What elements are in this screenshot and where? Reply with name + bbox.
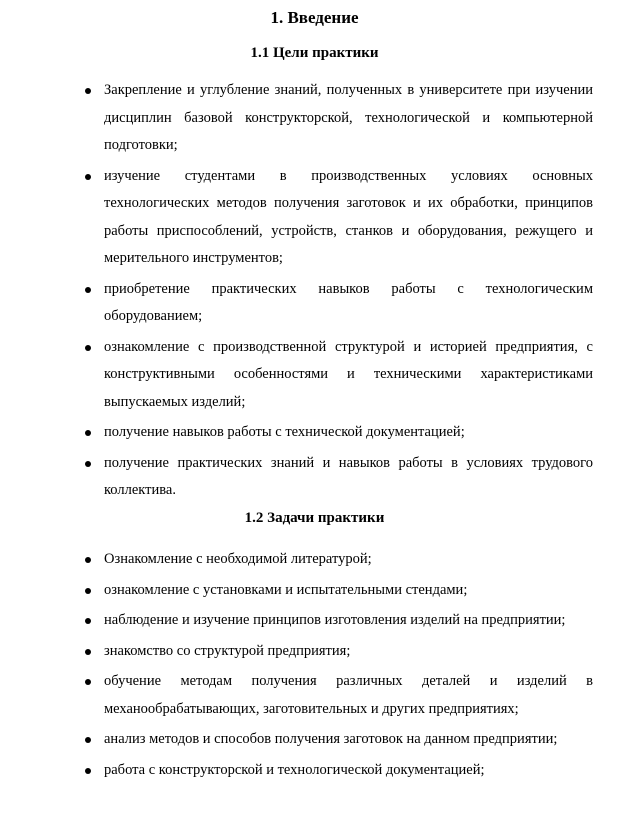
bullet-icon bbox=[85, 430, 91, 436]
task-item bbox=[104, 607, 593, 635]
bullet-icon bbox=[85, 588, 91, 594]
task-item-text: обучение методам получения различных деталей и изделий в механообрабатывающих, заготовительных и других предприятиях; bbox=[104, 673, 593, 717]
task-item bbox=[104, 546, 593, 574]
tasks-list bbox=[0, 546, 629, 787]
goal-item bbox=[104, 77, 593, 160]
goal-item bbox=[104, 419, 593, 447]
tasks-title: 1.2 Задачи практики bbox=[244, 510, 385, 526]
goals-list bbox=[0, 77, 629, 508]
task-item bbox=[104, 577, 593, 605]
bullet-icon bbox=[85, 174, 91, 180]
bullet-icon bbox=[85, 88, 91, 94]
goal-item-text: приобретение практических навыков работы с технологическим оборудованием; bbox=[104, 280, 593, 324]
goal-item bbox=[104, 450, 593, 505]
task-item-text: Ознакомление с необходимой литературой; bbox=[104, 551, 372, 567]
bullet-icon bbox=[85, 287, 91, 293]
task-item-text: работа с конструкторской и технологической документацией; bbox=[104, 761, 485, 778]
task-item-text: ознакомление с установками и испытательными стендами; bbox=[104, 581, 468, 598]
bullet-icon bbox=[85, 768, 91, 774]
goal-item-text: Закрепление и углубление знаний, полученных в университете при изучении дисциплин базовой конструкторской, технологической и компьютерной подготовки; bbox=[104, 82, 593, 153]
bullet-icon bbox=[85, 649, 91, 655]
bullet-icon bbox=[85, 679, 91, 685]
goal-item-text: изучение студентами в производственных условиях основных технологических методов получения заготовок и их обработки, принципов работы приспособлений, устройств, станков и оборудования, режущего и мерительного инструментов; bbox=[104, 167, 593, 266]
bullet-icon bbox=[85, 461, 91, 467]
task-item bbox=[104, 668, 593, 723]
task-item bbox=[104, 726, 593, 754]
section-title: 1. Введение bbox=[270, 8, 359, 27]
bullet-icon bbox=[85, 737, 91, 743]
goal-item bbox=[104, 163, 593, 273]
goal-item-text: получение навыков работы с технической документацией; bbox=[104, 424, 465, 440]
task-item-text: наблюдение и изучение принципов изготовления изделий на предприятии; bbox=[104, 612, 566, 628]
task-item-text: анализ методов и способов получения заготовок на данном предприятии; bbox=[104, 731, 558, 747]
task-item bbox=[104, 757, 593, 785]
goal-item-text: ознакомление с производственной структурой и историей предприятия, с конструктивными особенностями и техническими характеристиками выпускаемых изделий; bbox=[104, 338, 593, 410]
goal-item bbox=[104, 276, 593, 331]
goals-title: 1.1 Цели практики bbox=[250, 45, 379, 61]
task-item bbox=[104, 638, 593, 666]
goal-item-text: получение практических знаний и навыков работы в условиях трудового коллектива. bbox=[104, 454, 593, 498]
bullet-icon bbox=[85, 557, 91, 563]
task-item-text: знакомство со структурой предприятия; bbox=[104, 642, 351, 659]
goal-item bbox=[104, 334, 593, 417]
bullet-icon bbox=[85, 618, 91, 624]
bullet-icon bbox=[85, 345, 91, 351]
